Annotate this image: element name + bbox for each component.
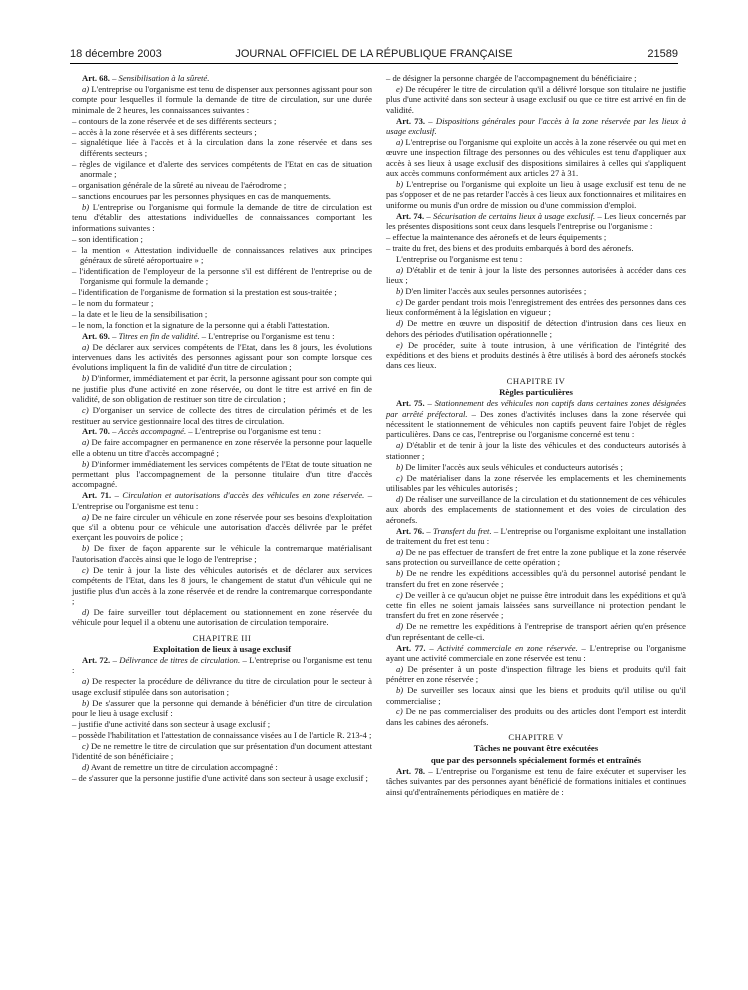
paragraph-letter: b) [396,461,404,472]
article-title: – Transfert du fret. [424,525,492,536]
paragraph-letter: b) [82,458,90,469]
list-item: – contours de la zone réservée et de ses différents secteurs ; [72,116,372,126]
article-paragraph [72,342,372,373]
article-paragraph [386,685,686,706]
article-paragraph [386,664,686,685]
paragraph-text: De récupérer le titre de circulation qu'il a délivré lorsque son titulaire ne justifie plus d'une activité dans son secteur à usage exclusif ou que ce titre est arrivé en fin de validité. [386,83,686,115]
article-paragraph [386,706,686,727]
article-number: Art. 78. [396,766,426,776]
article-paragraph [72,698,372,719]
header-page-number: 21589 [647,48,678,60]
paragraph-letter: b) [82,201,90,212]
article-68 [72,73,372,83]
article-69 [72,331,372,341]
chapter-title: Exploitation de lieux à usage exclusif [152,643,292,654]
list-item: – effectue la maintenance des aéronefs et de leurs équipements ; [386,232,686,242]
article-title: – Circulation et autorisations d'accès des véhicules en zone réservée. [111,490,365,501]
paragraph-text: D'organiser un service de collecte des titres de circulation périmés et de les restituer au service gestionnaire local des titres de circulation. [72,405,372,426]
article-paragraph [386,440,686,461]
article-number: Art. 76. [396,525,425,536]
article-title: – Sécurisation de certains lieux à usage exclusif. [424,210,596,221]
article-paragraph [72,543,372,564]
article-paragraph [386,179,686,210]
paragraph-text: De ne remettre les expéditions à l'entreprise de transport aérien qu'en présence d'un représentant de celle-ci. [386,621,686,642]
list-item: – organisation générale de la sûreté au niveau de l'aérodrome ; [72,180,372,190]
paragraph-letter: b) [82,697,90,708]
article-paragraph [386,286,686,296]
chapter-title: Tâches ne pouvant être exécutées [473,743,599,754]
paragraph-text: De faire accompagner en permanence en zone réservée la personne pour laquelle elle a obtenu un titre d'accès accompagné ; [72,437,372,458]
article-title: – Titres en fin de validité. [109,330,200,341]
paragraph-letter: b) [82,543,90,554]
article-number: Art. 71. [82,490,112,501]
paragraph-text: De mettre en œuvre un dispositif de détection d'intrusion dans ces lieux en dehors des périodes d'utilisation opérationnelle ; [386,318,686,339]
article-intro: – L'entreprise ou l'organisme est tenu : [199,330,335,341]
chapter-title: Règles particulières [499,386,573,397]
paragraph-letter: c) [82,405,89,416]
article-number: Art. 70. [82,426,110,437]
paragraph-letter: d) [82,762,90,772]
paragraph-letter: d) [396,318,404,329]
list-item: – l'identification de l'organisme de formation si la prestation est sous-traitée ; [72,287,372,297]
article-title: – Stationnement des véhicules non captifs dans certaines zones désignées par arrêté préfectoral. [386,398,686,419]
article-paragraph [386,473,686,494]
paragraph-text: De fixer de façon apparente sur le véhicule la contremarque matérialisant l'autorisation d'accès ainsi que le logo de l'entreprise ; [72,543,372,564]
article-74 [386,211,686,232]
paragraph-text: De présenter à un poste d'inspection filtrage les biens et produits qu'il fait pénétrer en zone réservée ; [386,663,686,685]
article-paragraph [72,607,372,628]
list-item: – justifie d'une activité dans son secteur à usage exclusif ; [72,719,372,729]
paragraph-text: De procéder, suite à toute intrusion, à une vérification de l'intégrité des expéditions et des biens et produits destinés à être utilisés à bord des aéronefs stockés dans ces lieux. [386,339,686,371]
article-paragraph [386,340,686,371]
paragraph-text: D'établir et de tenir à jour la liste des véhicules et des conducteurs autorisés à stationner ; [386,440,686,461]
article-paragraph [386,137,686,179]
page-header [70,47,678,64]
article-78 [386,766,686,797]
paragraph-letter: a) [82,511,90,522]
article-intro: – Les lieux concernés par les présentes dispositions sont ceux dans lesquels l'entreprise ou l'organisme : [386,210,686,232]
list-item: – possède l'habilitation et l'attestation de connaissance visées au I de l'article R. 213-4 ; [72,730,372,740]
list-item: – règles de vigilance et d'alerte des services compétents de l'Etat en cas de situation anormale ; [72,159,372,180]
paragraph-letter: c) [396,297,403,308]
article-paragraph [72,459,372,490]
paragraph-text: Avant de remettre un titre de circulation accompagné : [89,762,278,772]
list-item: – signalétique liée à l'accès et à la circulation dans la zone réservée et dans ses différents secteurs ; [72,137,372,158]
list-item: – de désigner la personne chargée de l'accompagnement du bénéficiaire ; [386,73,686,83]
list-item: – le nom du formateur ; [72,298,372,308]
article-paragraph [72,373,372,404]
article-paragraph [386,297,686,318]
article-intro: – L'entreprise ou l'organisme est tenu : [72,654,372,676]
paragraph-text: De limiter l'accès aux seuls véhicules et conducteurs autorisés ; [403,461,623,472]
article-paragraph [72,762,372,772]
paragraph-letter: a) [396,440,404,451]
paragraph-letter: c) [82,564,89,575]
article-paragraph [386,265,686,286]
article-number: Art. 75. [396,398,425,409]
paragraph-letter: e) [396,339,403,350]
article-number: Art. 68. [82,73,110,83]
paragraph-letter: d) [396,621,404,632]
paragraph-letter: a) [396,546,404,557]
paragraph-letter: b) [396,568,404,579]
chapter-label: CHAPITRE IV [506,375,566,386]
list-item: – sanctions encourues par les personnes physiques en cas de manquements. [72,191,372,201]
paragraph-text: De réaliser une surveillance de la circulation et du stationnement de ces véhicules aux abords des emplacements de stationnement et des voies de circulation des aéronefs. [386,493,686,525]
article-title: – Délivrance de titres de circulation. [110,654,241,665]
paragraph-text: De respecter la procédure de délivrance du titre de circulation pour le secteur à usage exclusif stipulée dans son autorisation ; [72,676,372,697]
paragraph-text: De s'assurer que la personne qui demande à bénéficier d'un titre de circulation pour le lieu à usage exclusif : [72,697,372,718]
header-journal-title: JOURNAL OFFICIEL DE LA RÉPUBLIQUE FRANÇAISE [235,48,513,60]
paragraph-letter: a) [396,663,404,674]
chapter-label: CHAPITRE III [192,632,252,643]
article-intro: – L'entreprise ou l'organisme est tenu : [72,490,373,511]
article-paragraph [386,590,686,621]
article-paragraph [386,462,686,472]
article-paragraph [386,568,686,589]
article-paragraph [72,202,372,233]
article-paragraph [72,565,372,607]
article-73 [386,116,686,137]
article-paragraph [72,437,372,458]
article-paragraph [72,512,372,543]
article-paragraph [72,405,372,426]
paragraph-text: L'entreprise ou l'organisme est tenu de dispenser aux personnes agissant pour son compte pour lesquelles il formule la demande de titre de circulation, sur une durée minimale de 2 heures, les connaissances suivantes : [72,83,372,115]
paragraph-letter: a) [396,136,404,147]
article-number: Art. 73. [396,115,426,126]
paragraph-text: L'entreprise ou l'organisme qui exploite un lieu à usage exclusif est tenu de ne pas s'opposer et de ne pas retarder l'accès à ces lieux aux fonctionnaires et militaires en uniforme ou munis d'un ordre de mission ou d'une commission d'emploi. [386,179,686,210]
paragraph-letter: a) [82,437,90,448]
paragraph-letter: c) [396,706,403,717]
list-item: – le nom, la fonction et la signature de la personne qui a établi l'attestation. [72,320,372,330]
list-item: – son identification ; [72,234,372,244]
paragraph-text: De tenir à jour la liste des véhicules autorisés et de déclarer aux services compétents de l'Etat, dans les 8 jours, le changement de statut d'un véhicule qui ne justifie plus d'un accès à la zone réservée et de rendre la contremarque correspondante ; [72,564,372,606]
list-item: – traite du fret, des biens et des produits embarqués à bord des aéronefs. [386,243,686,253]
article-number: Art. 74. [396,210,425,221]
article-number: Art. 77. [396,642,426,653]
paragraph-letter: b) [396,286,404,297]
article-intro: – L'entreprise ou l'organisme est tenu de faire exécuter et superviser les tâches suivantes par des personnes ayant bénéficié de formations initiales et continues ainsi qu'd'entraînements périodiques en matière de : [386,766,686,797]
article-title: – Accès accompagné. [109,426,187,437]
article-intro: – L'entreprise ou l'organisme ayant une activité commerciale en zone réservée est tenu : [386,642,686,663]
paragraph-text: De garder pendant trois mois l'enregistrement des entrées des personnes dans ces lieux conformément à la législation en vigueur ; [386,297,686,318]
list-item: – la mention « Attestation individuelle de connaissances relatives aux principes généraux de sûreté aéroportuaire » ; [72,245,372,266]
chapter-label: CHAPITRE V [508,732,564,743]
paragraph-text: De ne pas commercialiser des produits ou des articles dont l'emport est interdit dans les cabines des aéronefs. [386,706,686,727]
paragraph-text: De veiller à ce qu'aucun objet ne puisse être introduit dans les expéditions et qu'à cette fin elles ne soient jamais laissées sans surveillance ni protection pendant le transfert du fret en zone réservée ; [386,589,686,621]
paragraph-text: De ne rendre les expéditions accessibles qu'à du personnel autorisé pendant le transfert du fret en zone réservée ; [386,568,686,589]
paragraph-text: De ne faire circuler un véhicule en zone réservée pour ses besoins d'exploitation que s'il a obtenu pour ce véhicule une autorisation d'accès délivrée par le préfet exerçant les pouvoirs de police ; [72,511,372,543]
paragraph-letter: c) [82,740,89,751]
paragraph-text: L'entreprise ou l'organisme qui exploite un accès à la zone réservée ou qui met en œuvre une inspection filtrage des personnes ou des véhicules est tenu d'appliquer aux accès à ses lieux à usage exclusif des dispositions similaires à celles qui s'appliquent aux accès communs conformément aux articles 27 à 31. [386,136,686,179]
article-71 [72,490,372,511]
paragraph-letter: b) [82,373,90,384]
paragraph-text: D'informer immédiatement les services compétents de l'Etat de toute situation ne permettant plus l'accompagnement de la personne titulaire d'un titre d'accès accompagné. [72,458,372,490]
article-76 [386,526,686,547]
list-item: – la date et le lieu de la sensibilisation ; [72,309,372,319]
paragraph-letter: a) [396,264,404,275]
paragraph-letter: b) [396,685,404,696]
paragraph-text: De déclarer aux services compétents de l'Etat, dans les 8 jours, les évolutions intervenues dans les activités des personnes agissant pour son compte lorsque ces évolutions impliquent la fin de validité d'un titre de circulation ; [72,341,372,373]
article-paragraph [72,676,372,697]
article-paragraph [72,741,372,762]
article-paragraph [386,621,686,642]
paragraph-text: D'établir et de tenir à jour la liste des personnes autorisées à accéder dans ces lieux ; [386,264,686,286]
article-paragraph [386,318,686,339]
paragraph-text: De matérialiser dans la zone réservée les emplacements et les cheminements utilisables par les véhicules autorisés ; [386,472,686,493]
article-70 [72,426,372,436]
article-77 [386,643,686,664]
article-paragraph [72,84,372,115]
article-72 [72,655,372,676]
list-item: – l'identification de l'employeur de la personne s'il est différent de l'entreprise ou de l'organisme qui formule la demande ; [72,266,372,287]
paragraph-letter: d) [396,493,404,504]
paragraph-letter: a) [82,341,90,352]
paragraph-text: L'entreprise ou l'organisme qui formule la demande de titre de circulation est tenu d'établir des attestations individuelles de connaissances comportant les informations suivantes : [72,201,372,233]
article-intro: – L'entreprise ou l'organisme exploitant une installation de traitement du fret est tenu : [386,525,686,546]
paragraph-letter: e) [396,83,403,94]
paragraph-text: De ne remettre le titre de circulation que sur présentation d'un document attestant l'identité de son bénéficiaire ; [72,740,372,762]
header-date: 18 décembre 2003 [70,48,162,60]
paragraph-letter: c) [396,472,403,483]
left-column [72,73,372,784]
paragraph-letter: d) [82,606,90,617]
paragraph-letter: a) [82,676,90,687]
chapter-title: que par des personnels spécialement formés et entraînés [430,754,642,765]
list-item: – de s'assurer que la personne justifie d'une activité dans son secteur à usage exclusif ; [72,773,372,783]
article-title: – Activité commerciale en zone réservée. [425,642,578,653]
paragraph-letter: b) [396,179,404,190]
right-column [386,73,686,798]
paragraph-text: De ne pas effectuer de transfert de fret entre la zone publique et la zone réservée sans protection ou surveillance de cette opération ; [386,546,686,568]
paragraph-text: De surveiller ses locaux ainsi que les biens et produits qu'il utilise ou qu'il commercialise ; [386,685,686,706]
list-item: – accès à la zone réservée et à ses différents secteurs ; [72,127,372,137]
paragraph-text: De faire surveiller tout déplacement ou stationnement en zone réservée du véhicule pour lequel il a obtenu une autorisation de circulation temporaire. [72,606,372,628]
paragraph-text: D'informer, immédiatement et par écrit, la personne agissant pour son compte qui ne justifie plus d'une activité en zone réservée, ou dont le titre est arrivé en fin de validité, de son obligation de restituer son titre de circulation ; [72,373,372,405]
article-number: Art. 69. [82,330,110,341]
article-75 [386,398,686,440]
article-paragraph [386,547,686,568]
article-number: Art. 72. [82,654,111,665]
article-paragraph: L'entreprise ou l'organisme est tenu : [396,253,523,264]
article-title: – Dispositions générales pour l'accès à la zone réservée par les lieux à usage exclusif. [386,115,687,137]
paragraph-letter: a) [82,83,90,94]
article-title: – Sensibilisation à la sûreté. [109,73,210,83]
paragraph-letter: c) [396,589,403,600]
article-intro: – L'entreprise ou l'organisme est tenu : [186,426,322,437]
article-intro: – Des zones d'activités incluses dans la zone réservée qui nécessitent le stationnement de véhicules non captifs peuvent faire l'objet de règles particulières. Dans ce cas, l'entreprise ou l'organisme concerné est tenu : [386,408,686,440]
paragraph-text: D'en limiter l'accès aux seules personnes autorisées ; [403,286,587,297]
article-paragraph [386,494,686,525]
article-paragraph [386,84,686,115]
